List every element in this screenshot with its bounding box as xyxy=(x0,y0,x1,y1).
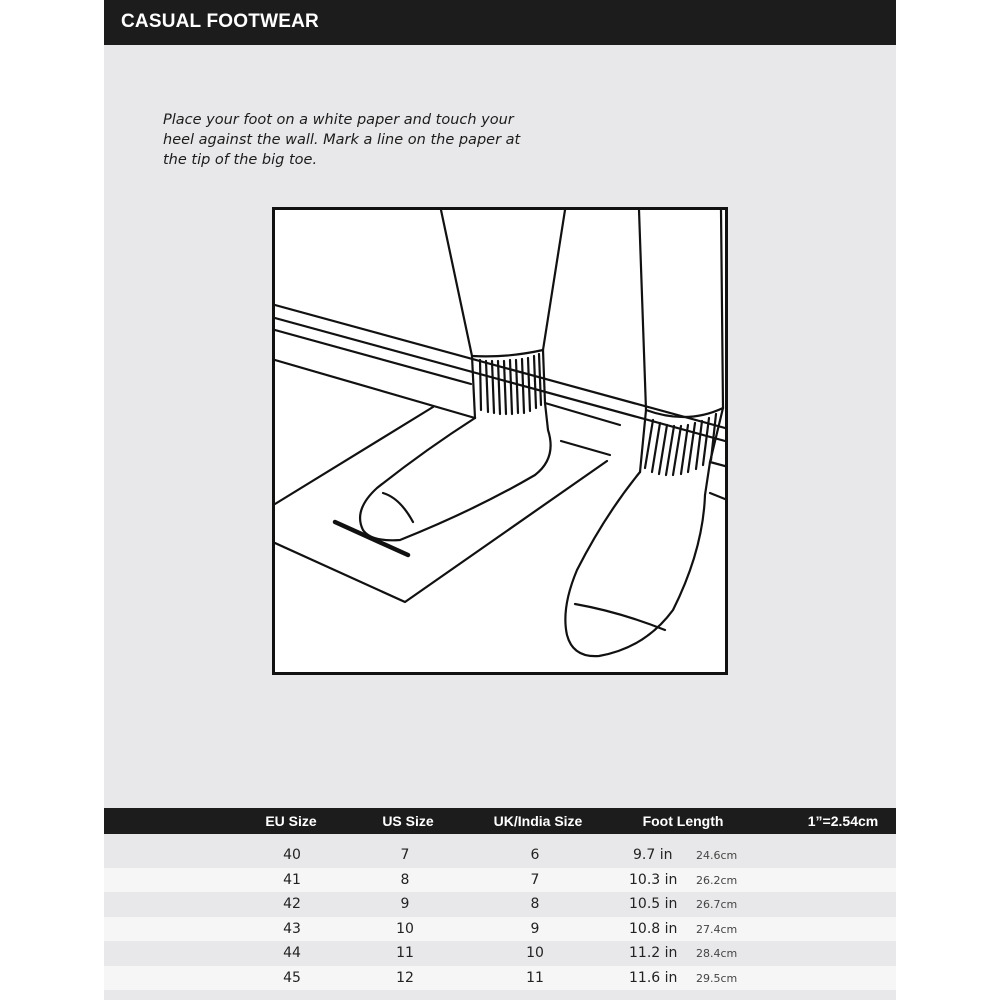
cell-us-size: 12 xyxy=(396,969,414,986)
cell-foot-length-cm: 24.6cm xyxy=(696,849,738,862)
table-header xyxy=(104,808,896,834)
column-header-conversion: 1”=2.54cm xyxy=(807,813,879,829)
cell-foot-length-cm: 27.4cm xyxy=(696,922,738,936)
cell-eu-size: 45 xyxy=(283,969,301,986)
column-header-eu-size: EU Size xyxy=(265,813,317,829)
cell-foot-length-in: 10.3 in xyxy=(629,871,678,888)
cell-us-size: 11 xyxy=(396,945,414,961)
measuring-instructions: Place your foot on a white paper and touch your heel against the wall. Mark a line on the paper at the tip of the big toe. xyxy=(163,112,521,168)
header-bar xyxy=(104,0,896,45)
cell-us-size: 7 xyxy=(400,847,410,863)
column-header-us-size: US Size xyxy=(382,813,434,829)
table-row xyxy=(104,892,896,917)
cell-foot-length-cm: 26.2cm xyxy=(696,873,738,887)
cell-us-size: 10 xyxy=(396,920,414,937)
cell-foot-length-in: 9.7 in xyxy=(633,847,673,863)
cell-uk-size: 6 xyxy=(530,847,540,863)
table-row xyxy=(104,868,896,893)
cell-uk-size: 8 xyxy=(530,896,540,912)
cell-eu-size: 40 xyxy=(283,847,301,863)
foot-measuring-illustration xyxy=(272,207,728,675)
cell-eu-size: 42 xyxy=(283,896,301,912)
cell-foot-length-in: 11.2 in xyxy=(629,945,678,961)
toe-mark-line xyxy=(335,522,408,555)
table-row xyxy=(104,941,896,966)
cell-foot-length-cm: 26.7cm xyxy=(696,898,738,911)
cell-foot-length-cm: 28.4cm xyxy=(696,947,738,960)
table-row xyxy=(104,966,896,991)
size-chart-panel xyxy=(104,0,896,1000)
cell-uk-size: 10 xyxy=(526,945,544,961)
table-row xyxy=(104,843,896,868)
left-leg-foot xyxy=(360,210,565,540)
cell-uk-size: 9 xyxy=(530,920,540,937)
column-header-foot-length: Foot Length xyxy=(642,813,724,829)
foot-illustration-svg xyxy=(275,210,725,672)
cell-foot-length-in: 11.6 in xyxy=(629,969,678,986)
cell-foot-length-in: 10.8 in xyxy=(629,920,678,937)
cell-uk-size: 11 xyxy=(526,969,544,986)
cell-eu-size: 43 xyxy=(283,920,301,937)
cell-foot-length-in: 10.5 in xyxy=(629,896,678,912)
paper-sheet xyxy=(275,407,607,602)
cell-us-size: 9 xyxy=(400,896,410,912)
cell-uk-size: 7 xyxy=(530,871,540,888)
table-row xyxy=(104,917,896,942)
page-title: CASUAL FOOTWEAR xyxy=(121,11,319,32)
size-table xyxy=(104,808,896,1000)
cell-foot-length-cm: 29.5cm xyxy=(696,971,738,985)
cell-us-size: 8 xyxy=(400,871,410,888)
cell-eu-size: 44 xyxy=(283,945,301,961)
column-header-uk-india-size: UK/India Size xyxy=(493,813,583,829)
cell-eu-size: 41 xyxy=(283,871,301,888)
